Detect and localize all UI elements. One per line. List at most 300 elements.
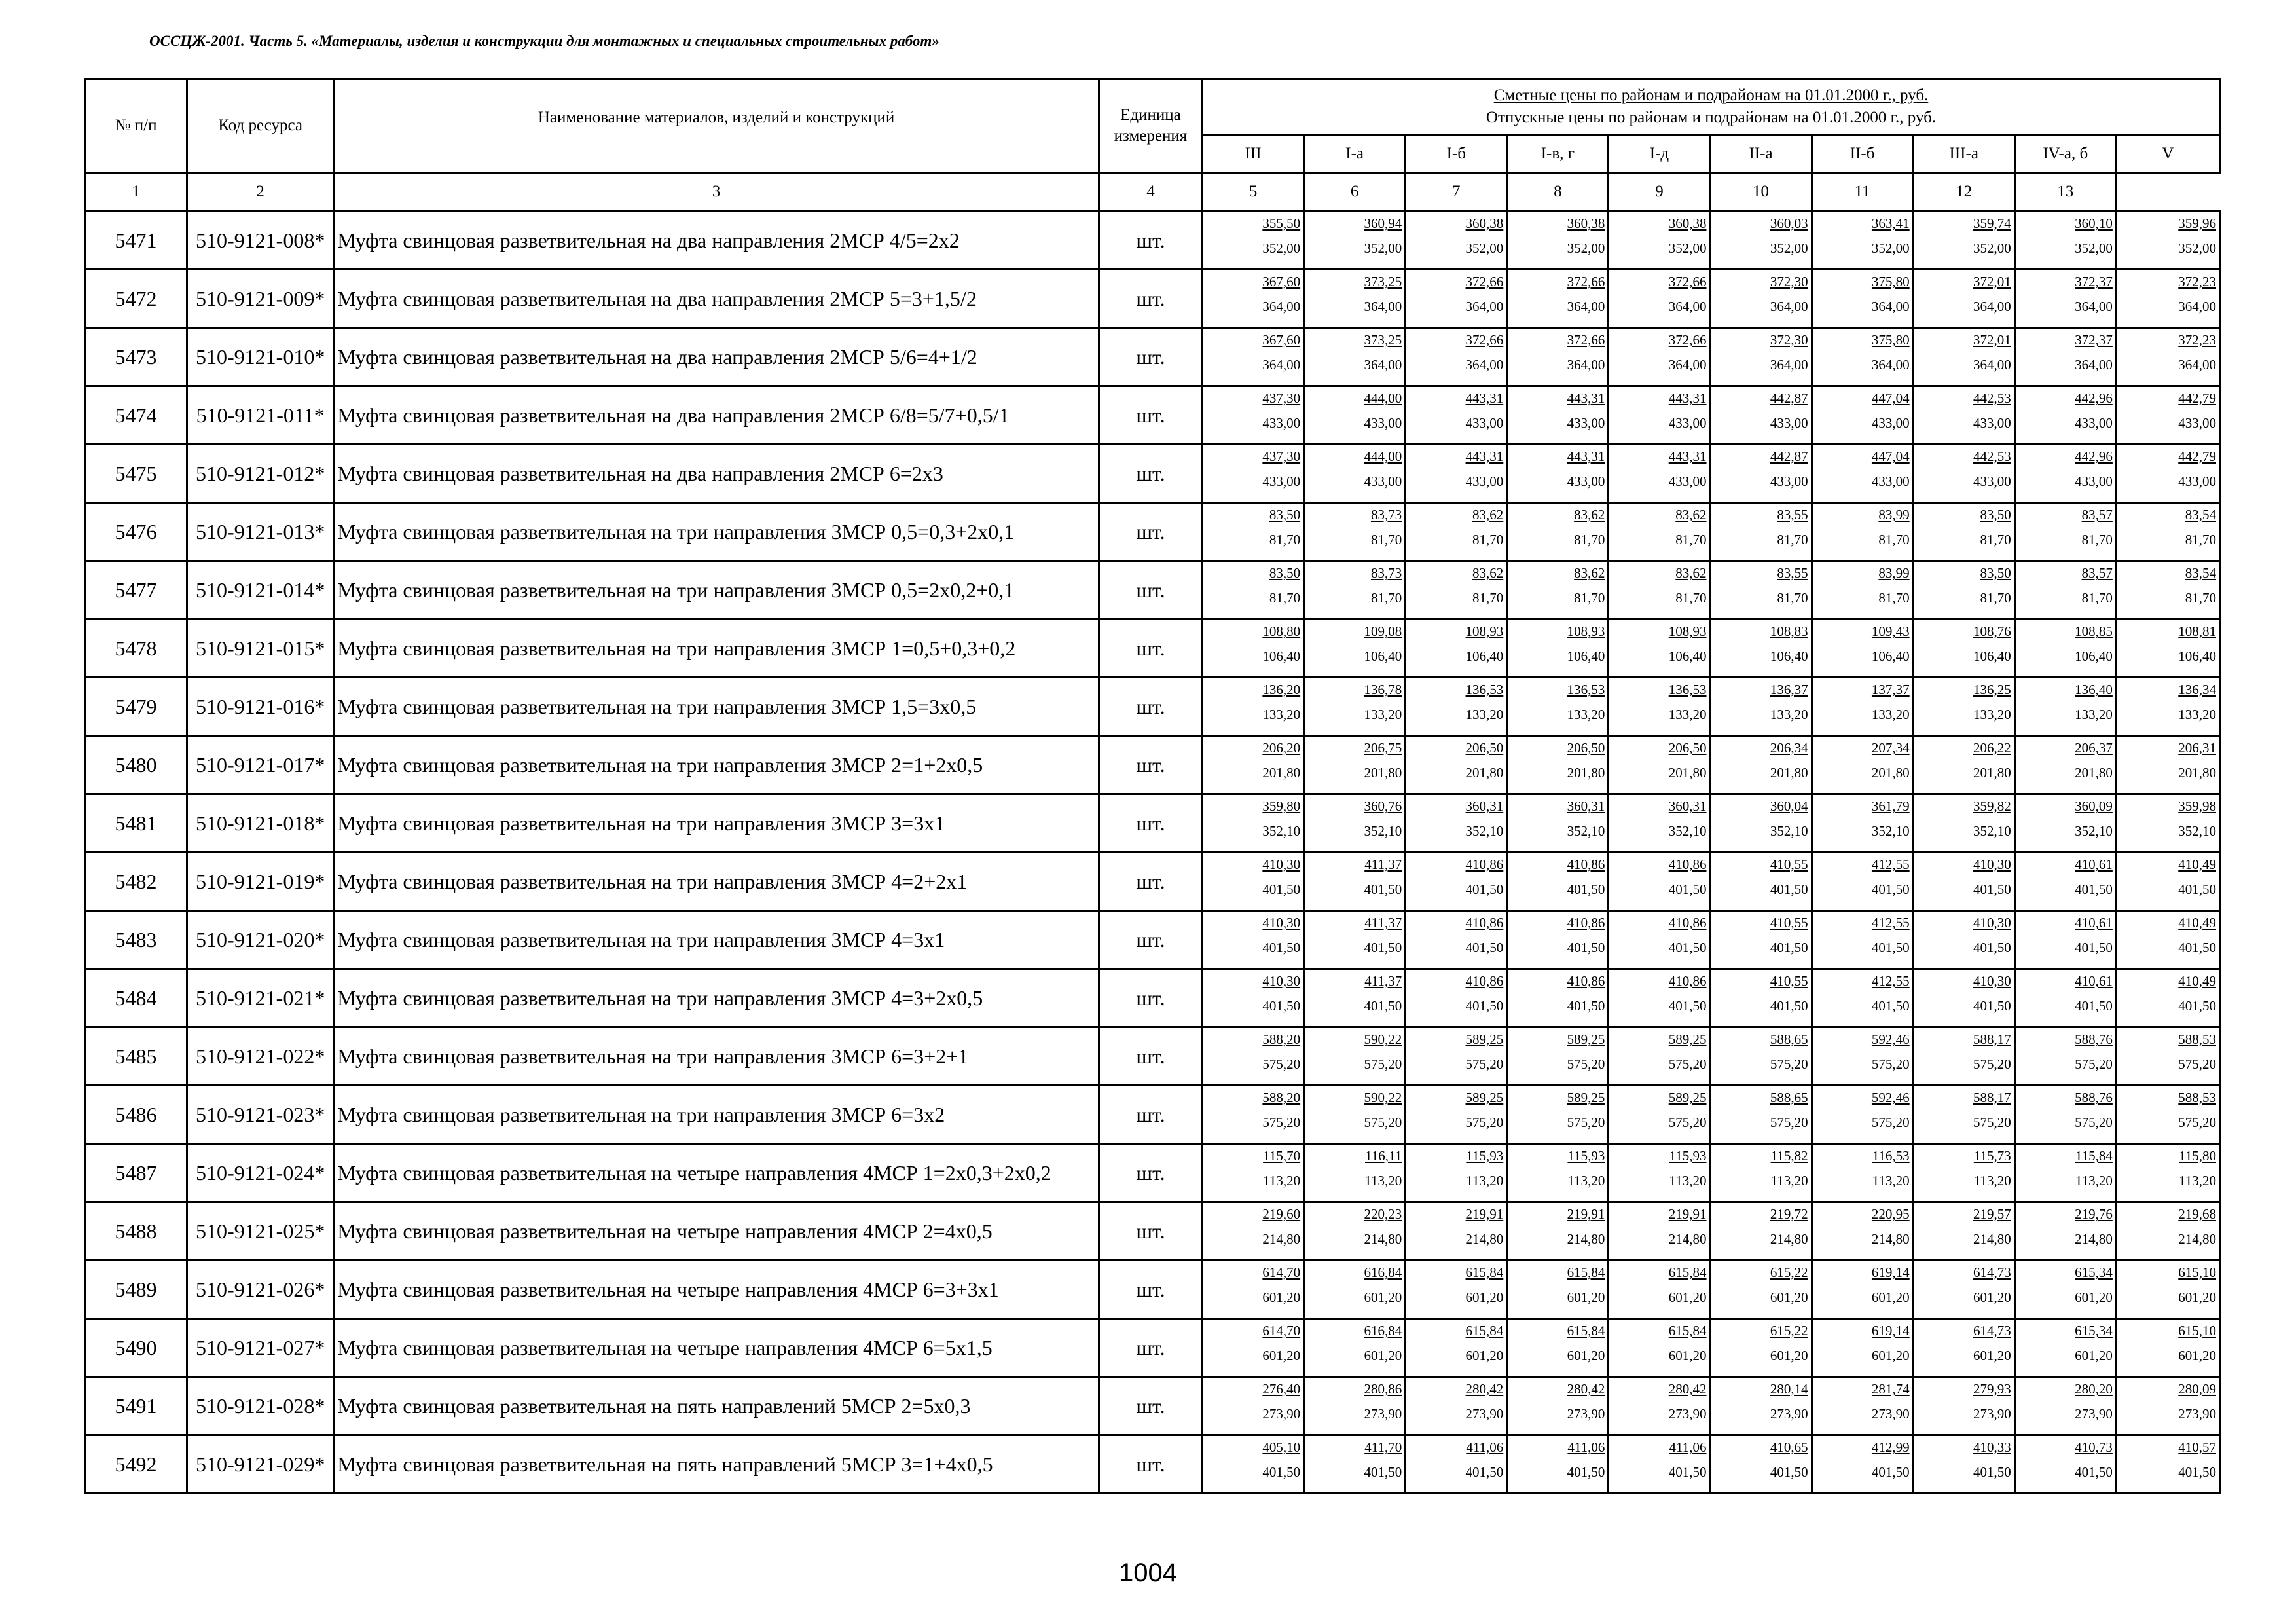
item-name: Муфта свинцовая разветвительная на четыре направления 4МСР 6=5х1,5 [334,1319,1099,1377]
price-cell [1913,1027,2014,1086]
release-price: 364,00 [1668,299,1707,314]
column-index: 3 [334,173,1099,212]
item-name: Муфта свинцовая разветвительная на два направления 2МСР 5/6=4+1/2 [334,328,1099,386]
estimate-price: 367,60 [1262,332,1301,348]
estimate-price: 115,93 [1567,1148,1605,1164]
price-cell [1203,1319,1304,1377]
release-price: 601,20 [2075,1289,2113,1305]
region-header: V [2116,135,2219,173]
estimate-price: 83,55 [1777,565,1808,581]
price-cell [1203,1086,1304,1144]
table-row [85,1027,2220,1086]
estimate-price: 410,55 [1770,915,1808,931]
price-cell [1609,1086,1710,1144]
release-price: 364,00 [1465,357,1504,373]
unit: шт. [1099,1202,1202,1261]
release-price: 601,20 [1262,1289,1301,1305]
estimate-price: 614,70 [1262,1323,1301,1338]
price-cell [2014,969,2116,1027]
release-price: 352,00 [2075,240,2113,256]
price-cell [1203,503,1304,561]
release-price: 352,10 [1973,823,2011,839]
column-index: 1 [85,173,187,212]
release-price: 201,80 [1567,765,1605,781]
price-cell [2116,386,2219,445]
price-cell [1203,619,1304,678]
estimate-price: 360,04 [1770,798,1808,814]
estimate-price: 136,53 [1668,682,1707,697]
release-price: 575,20 [1770,1115,1808,1130]
estimate-price: 83,99 [1878,565,1910,581]
price-cell [1913,445,2014,503]
release-price: 214,80 [1871,1231,1910,1247]
item-name: Муфта свинцовая разветвительная на три направления 3МСР 4=3+2х0,5 [334,969,1099,1027]
release-price: 401,50 [2178,940,2216,955]
price-cell [1203,386,1304,445]
price-cell [1710,736,1812,794]
price-cell [1304,736,1406,794]
price-cell [1304,969,1406,1027]
price-cell [1609,386,1710,445]
release-price: 352,00 [1770,240,1808,256]
release-price: 81,70 [2081,532,2113,547]
resource-code: 510-9121-024* [187,1144,334,1202]
price-cell [1203,1435,1304,1494]
release-price: 401,50 [1465,940,1504,955]
release-price: 401,50 [1973,998,2011,1014]
price-title-release: Отпускные цены по районам и подрайонам на 01.01.2000 г., руб. [1485,109,1937,126]
resource-code: 510-9121-023* [187,1086,334,1144]
document-header: ОССЦЖ-2001. Часть 5. «Материалы, изделия и конструкции для монтажных и специальных строительных работ» [149,33,939,49]
price-cell [1304,911,1406,969]
price-cell [2014,794,2116,853]
estimate-price: 360,31 [1465,798,1504,814]
price-cell [1203,1202,1304,1261]
release-price: 352,10 [1668,823,1707,839]
region-header: III-а [1913,135,2014,173]
price-cell [1913,1377,2014,1435]
estimate-price: 588,20 [1262,1031,1301,1047]
estimate-price: 615,84 [1465,1264,1504,1280]
price-cell [1913,270,2014,328]
price-cell [1203,678,1304,736]
estimate-price: 410,30 [1973,857,2011,872]
estimate-price: 444,00 [1364,390,1402,406]
price-cell [1203,1027,1304,1086]
estimate-price: 281,74 [1871,1381,1910,1397]
price-cell [1812,1086,1913,1144]
unit: шт. [1099,1027,1202,1086]
price-cell [1913,386,2014,445]
price-cell [2116,1144,2219,1202]
price-cell [1913,1319,2014,1377]
release-price: 273,90 [1973,1406,2011,1422]
release-price: 575,20 [1668,1056,1707,1072]
estimate-price: 115,84 [2075,1148,2113,1164]
release-price: 81,70 [2185,590,2216,606]
price-cell [2014,445,2116,503]
release-price: 433,00 [1871,415,1910,431]
estimate-price: 437,30 [1262,390,1301,406]
estimate-price: 372,23 [2178,274,2216,289]
item-name: Муфта свинцовая разветвительная на три направления 3МСР 0,5=2х0,2+0,1 [334,561,1099,619]
price-cell [1304,794,1406,853]
price-cell [1609,212,1710,270]
release-price: 401,50 [1465,881,1504,897]
table-row [85,328,2220,386]
resource-code: 510-9121-009* [187,270,334,328]
estimate-price: 372,66 [1465,332,1504,348]
release-price: 352,00 [1668,240,1707,256]
release-price: 273,90 [2178,1406,2216,1422]
estimate-price: 206,50 [1465,740,1504,756]
estimate-price: 589,25 [1567,1031,1605,1047]
price-cell [1812,328,1913,386]
price-cell [1203,328,1304,386]
row-number: 5487 [85,1144,187,1202]
table-body [85,212,2220,1494]
release-price: 364,00 [2178,299,2216,314]
price-cell [1710,503,1812,561]
release-price: 433,00 [1973,473,2011,489]
table-row [85,1144,2220,1202]
price-cell [1203,794,1304,853]
release-price: 575,20 [1262,1056,1301,1072]
release-price: 81,70 [1878,590,1910,606]
estimate-price: 443,31 [1567,449,1605,464]
price-cell [1913,678,2014,736]
release-price: 201,80 [1770,765,1808,781]
price-cell [1507,328,1609,386]
item-name: Муфта свинцовая разветвительная на три направления 3МСР 1=0,5+0,3+0,2 [334,619,1099,678]
release-price: 401,50 [1567,940,1605,955]
price-cell [1304,386,1406,445]
table-row [85,386,2220,445]
release-price: 81,70 [1370,590,1402,606]
estimate-price: 206,22 [1973,740,2011,756]
release-price: 133,20 [1668,707,1707,722]
price-cell [2116,445,2219,503]
region-header: I-б [1406,135,1507,173]
release-price: 401,50 [1262,1464,1301,1480]
price-cell [1913,1086,2014,1144]
price-cell [1406,1319,1507,1377]
estimate-price: 83,55 [1777,507,1808,523]
unit: шт. [1099,794,1202,853]
estimate-price: 360,10 [2075,215,2113,231]
item-name: Муфта свинцовая разветвительная на три направления 3МСР 4=3х1 [334,911,1099,969]
resource-code: 510-9121-014* [187,561,334,619]
estimate-price: 360,38 [1465,215,1504,231]
price-cell [1507,794,1609,853]
release-price: 601,20 [1668,1348,1707,1363]
price-cell [1812,619,1913,678]
price-cell [1507,853,1609,911]
release-price: 214,80 [2075,1231,2113,1247]
unit: шт. [1099,212,1202,270]
item-name: Муфта свинцовая разветвительная на два направления 2МСР 5=3+1,5/2 [334,270,1099,328]
estimate-price: 442,96 [2075,449,2113,464]
estimate-price: 410,86 [1567,857,1605,872]
price-cell [1609,678,1710,736]
price-cell [1507,561,1609,619]
release-price: 214,80 [2178,1231,2216,1247]
release-price: 575,20 [2075,1056,2113,1072]
release-price: 201,80 [2178,765,2216,781]
estimate-price: 616,84 [1364,1323,1402,1338]
column-index: 13 [2014,173,2116,212]
estimate-price: 615,84 [1567,1323,1605,1338]
estimate-price: 410,49 [2178,915,2216,931]
price-table [84,78,2221,1494]
release-price: 601,20 [1465,1348,1504,1363]
release-price: 352,00 [1871,240,1910,256]
row-number: 5477 [85,561,187,619]
price-cell [1710,969,1812,1027]
price-cell [1710,445,1812,503]
price-cell [1609,853,1710,911]
unit: шт. [1099,1086,1202,1144]
price-cell [1203,853,1304,911]
release-price: 401,50 [1567,1464,1605,1480]
col-header-name: Наименование материалов, изделий и конструкций [334,79,1099,173]
table-row [85,678,2220,736]
price-cell [1406,619,1507,678]
release-price: 433,00 [2178,415,2216,431]
estimate-price: 372,66 [1668,332,1707,348]
price-cell [1304,853,1406,911]
region-header: III [1203,135,1304,173]
release-price: 352,10 [2178,823,2216,839]
estimate-price: 412,99 [1871,1439,1910,1455]
estimate-price: 83,57 [2081,565,2113,581]
resource-code: 510-9121-028* [187,1377,334,1435]
release-price: 601,20 [1871,1289,1910,1305]
column-index: 7 [1406,173,1507,212]
price-cell [2116,1261,2219,1319]
row-number: 5475 [85,445,187,503]
price-cell [1406,1086,1507,1144]
release-price: 364,00 [1770,299,1808,314]
estimate-price: 410,30 [1973,973,2011,989]
release-price: 401,50 [2075,940,2113,955]
release-price: 401,50 [2075,998,2113,1014]
estimate-price: 372,66 [1567,274,1605,289]
estimate-price: 220,23 [1364,1206,1402,1222]
estimate-price: 442,87 [1770,449,1808,464]
price-cell [1406,911,1507,969]
price-cell [1304,328,1406,386]
resource-code: 510-9121-011* [187,386,334,445]
price-cell [1609,1319,1710,1377]
price-cell [1406,270,1507,328]
unit: шт. [1099,619,1202,678]
estimate-price: 412,55 [1871,915,1910,931]
table-row [85,561,2220,619]
estimate-price: 115,93 [1466,1148,1504,1164]
release-price: 433,00 [1364,473,1402,489]
row-number: 5480 [85,736,187,794]
unit: шт. [1099,1319,1202,1377]
unit: шт. [1099,270,1202,328]
estimate-price: 410,73 [2075,1439,2113,1455]
item-name: Муфта свинцовая разветвительная на два направления 2МСР 6/8=5/7+0,5/1 [334,386,1099,445]
estimate-price: 410,86 [1668,857,1707,872]
release-price: 433,00 [1770,415,1808,431]
release-price: 133,20 [1364,707,1402,722]
estimate-price: 83,62 [1675,565,1707,581]
estimate-price: 372,23 [2178,332,2216,348]
release-price: 575,20 [1973,1056,2011,1072]
estimate-price: 442,79 [2178,449,2216,464]
estimate-price: 83,50 [1269,507,1301,523]
price-cell [1710,1086,1812,1144]
price-cell [2116,619,2219,678]
release-price: 273,90 [1567,1406,1605,1422]
unit: шт. [1099,1377,1202,1435]
release-price: 575,20 [2178,1115,2216,1130]
estimate-price: 412,55 [1871,973,1910,989]
row-number: 5478 [85,619,187,678]
row-number: 5472 [85,270,187,328]
estimate-price: 410,86 [1465,915,1504,931]
release-price: 601,20 [1364,1289,1402,1305]
price-cell [1812,1202,1913,1261]
table-row [85,853,2220,911]
price-cell [1304,1435,1406,1494]
estimate-price: 410,65 [1770,1439,1808,1455]
release-price: 433,00 [1567,415,1605,431]
price-cell [2116,736,2219,794]
item-name: Муфта свинцовая разветвительная на три направления 3МСР 4=2+2х1 [334,853,1099,911]
estimate-price: 136,20 [1262,682,1301,697]
estimate-price: 410,86 [1668,915,1707,931]
estimate-price: 372,66 [1465,274,1504,289]
estimate-price: 375,80 [1871,332,1910,348]
page-number: 1004 [1119,1559,1177,1587]
price-cell [2116,911,2219,969]
price-cell [1913,911,2014,969]
price-cell [1304,1319,1406,1377]
estimate-price: 443,31 [1567,390,1605,406]
release-price: 81,70 [1777,532,1808,547]
price-cell [2014,1027,2116,1086]
release-price: 433,00 [1465,473,1504,489]
estimate-price: 219,91 [1465,1206,1504,1222]
table-row [85,212,2220,270]
price-cell [1812,503,1913,561]
estimate-price: 375,80 [1871,274,1910,289]
price-cell [1812,270,1913,328]
price-cell [1913,736,2014,794]
price-cell [1507,1377,1609,1435]
row-number: 5491 [85,1377,187,1435]
column-index: 12 [1913,173,2014,212]
estimate-price: 410,61 [2075,915,2113,931]
col-header-num: № п/п [85,79,187,173]
release-price: 352,00 [1567,240,1605,256]
estimate-price: 136,53 [1567,682,1605,697]
release-price: 601,20 [2075,1348,2113,1363]
table-row [85,503,2220,561]
price-cell [2116,561,2219,619]
release-price: 433,00 [1770,473,1808,489]
release-price: 401,50 [1871,998,1910,1014]
price-cell [1406,212,1507,270]
release-price: 601,20 [1465,1289,1504,1305]
release-price: 113,20 [1872,1173,1910,1189]
region-header: II-б [1812,135,1913,173]
estimate-price: 410,86 [1465,857,1504,872]
price-cell [1710,678,1812,736]
price-cell [1304,1144,1406,1202]
price-cell [2116,1202,2219,1261]
release-price: 401,50 [2178,1464,2216,1480]
estimate-price: 410,49 [2178,857,2216,872]
release-price: 575,20 [1364,1115,1402,1130]
estimate-price: 615,84 [1465,1323,1504,1338]
release-price: 401,50 [1668,1464,1707,1480]
price-cell [1710,853,1812,911]
price-cell [1304,212,1406,270]
release-price: 81,70 [1370,532,1402,547]
item-name: Муфта свинцовая разветвительная на три направления 3МСР 1,5=3х0,5 [334,678,1099,736]
price-cell [1710,794,1812,853]
release-price: 433,00 [2075,415,2113,431]
release-price: 575,20 [1871,1056,1910,1072]
price-cell [2014,561,2116,619]
release-price: 133,20 [1262,707,1301,722]
estimate-price: 280,42 [1465,1381,1504,1397]
release-price: 401,50 [1871,1464,1910,1480]
release-price: 113,20 [1466,1173,1504,1189]
release-price: 81,70 [1980,532,2011,547]
estimate-price: 372,30 [1770,274,1808,289]
estimate-price: 442,87 [1770,390,1808,406]
release-price: 433,00 [1465,415,1504,431]
estimate-price: 410,30 [1262,973,1301,989]
resource-code: 510-9121-029* [187,1435,334,1494]
row-number: 5474 [85,386,187,445]
estimate-price: 359,74 [1973,215,2011,231]
price-cell [1203,212,1304,270]
estimate-price: 443,31 [1668,390,1707,406]
price-cell [1406,503,1507,561]
estimate-price: 410,86 [1567,915,1605,931]
release-price: 401,50 [1262,998,1301,1014]
release-price: 106,40 [2075,648,2113,664]
unit: шт. [1099,561,1202,619]
release-price: 601,20 [2178,1289,2216,1305]
estimate-price: 372,37 [2075,274,2113,289]
price-cell [1304,1027,1406,1086]
price-cell [1406,969,1507,1027]
estimate-price: 588,76 [2075,1090,2113,1105]
unit: шт. [1099,1435,1202,1494]
price-cell [1304,678,1406,736]
estimate-price: 615,34 [2075,1264,2113,1280]
estimate-price: 360,09 [2075,798,2113,814]
price-cell [1812,1027,1913,1086]
price-cell [1507,445,1609,503]
estimate-price: 442,53 [1973,449,2011,464]
item-name: Муфта свинцовая разветвительная на три направления 3МСР 2=1+2х0,5 [334,736,1099,794]
row-number: 5476 [85,503,187,561]
estimate-price: 410,61 [2075,857,2113,872]
item-name: Муфта свинцовая разветвительная на пять направлений 5МСР 3=1+4х0,5 [334,1435,1099,1494]
estimate-price: 83,62 [1472,565,1504,581]
column-index: 4 [1099,173,1202,212]
